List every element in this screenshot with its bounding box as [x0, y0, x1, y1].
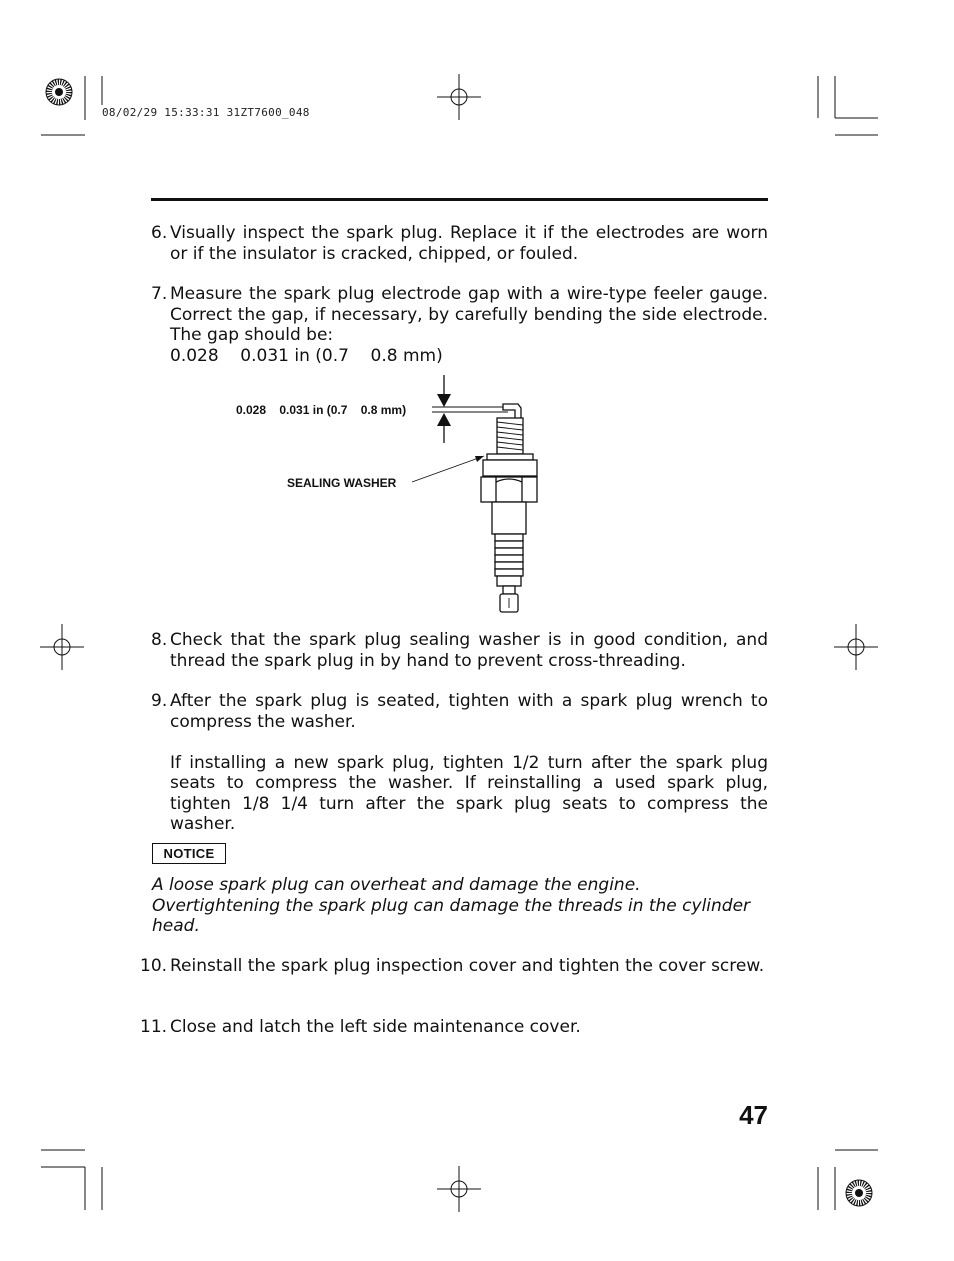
gap-callout-label: 0.028 0.031 in (0.7 0.8 mm)	[236, 403, 407, 417]
print-stamp: 08/02/29 15:33:31 31ZT7600_048	[102, 106, 310, 119]
notice-text: A loose spark plug can overheat and damage the engine. Overtightening the spark plug can damage the threads in the cylinder head.	[152, 875, 751, 936]
step-text: Close and latch the left side maintenance cover.	[170, 1017, 581, 1037]
step-text: After the spark plug is seated, tighten with a spark plug wrench to compress the washer.	[170, 691, 768, 732]
sealing-washer-label: SEALING WASHER	[287, 476, 397, 490]
step-text: Reinstall the spark plug inspection cover and tighten the cover screw.	[170, 956, 765, 976]
step-text-detail: If installing a new spark plug, tighten 1/2 turn after the spark plug seats to compress the washer. If reinstalling a used spark plug, tighten 1/8 1/4 turn after the spark plug seats to compress the washer.	[170, 752, 768, 834]
step-number: 11.	[140, 1017, 168, 1037]
step-number: 7.	[151, 284, 168, 304]
step-text: Visually inspect the spark plug. Replace it if the electrodes are worn or if the insulator is cracked, chipped, or fouled.	[170, 223, 768, 264]
step-number: 8.	[151, 630, 168, 650]
gap-specification: 0.028 0.031 in (0.7 0.8 mm)	[170, 345, 443, 366]
step-10	[140, 956, 768, 977]
step-number: 9.	[151, 691, 168, 711]
step-text: Check that the spark plug sealing washer is in good condition, and thread the spark plug in by hand to prevent cross-threading.	[170, 630, 768, 671]
step-number: 6.	[151, 223, 168, 243]
step-number: 10.	[140, 956, 168, 976]
notice-badge: NOTICE	[152, 843, 226, 864]
step-9	[151, 691, 768, 835]
step-8	[151, 630, 768, 671]
step-text: Measure the spark plug electrode gap with a wire-type feeler gauge. Correct the gap, if necessary, by carefully bending the side electrode. The gap should be:	[170, 284, 768, 345]
page-number: 47	[739, 1100, 768, 1130]
step-11	[140, 1017, 768, 1038]
